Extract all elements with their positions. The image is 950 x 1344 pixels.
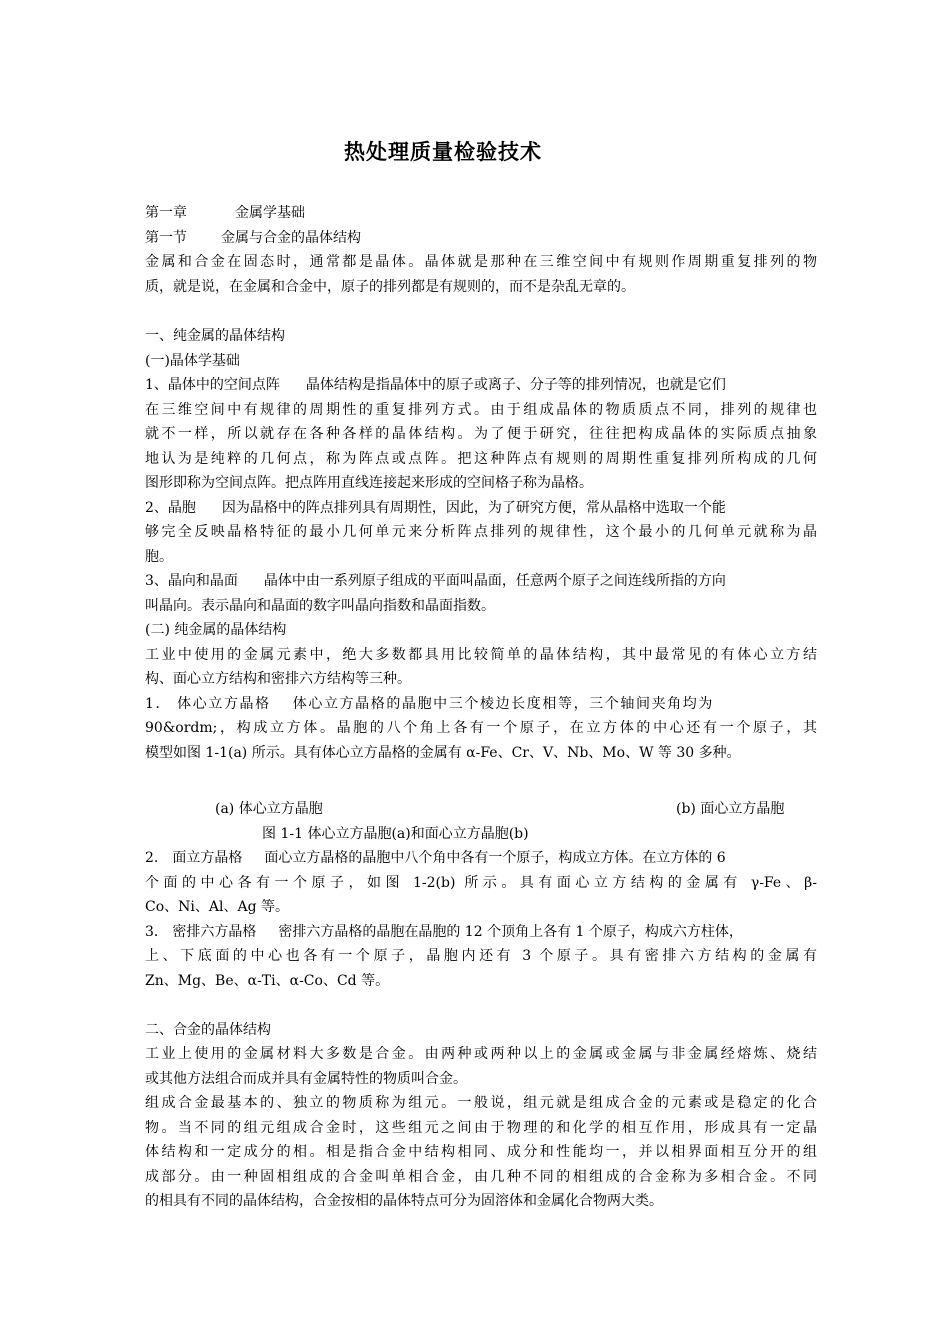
intro-line: 金属和合金在固态时，通常都是晶体。晶体就是那种在三维空间中有规则作周期重复排列的物 — [145, 254, 817, 270]
item2-line: 胞。 — [145, 549, 173, 565]
item2-line: 够完全反映晶格特征的最小几何单元来分析阵点排列的规律性，这个最小的几何单元就称为晶 — [145, 524, 817, 540]
sub1-heading: (一)晶体学基础 — [145, 353, 240, 369]
document-title: 热处理质量检验技术 — [344, 140, 542, 164]
sub2-heading: (二) 纯金属的晶体结构 — [145, 622, 287, 638]
hcp-line: 上、下底面的中心也各有一个原子，晶胞内还有 3 个原子。具有密排六方结构的金属有 — [145, 948, 817, 964]
bcc-text: 体心立方晶格的晶胞中三个棱边长度相等，三个轴间夹角均为 — [292, 696, 714, 712]
item2-text: 因为晶格中的阵点排列具有周期性，因此，为了研究方便，常从晶格中选取一个能 — [221, 500, 726, 516]
part2-p2-line: 的相具有不同的晶体结构，合金按相的晶体特点可分为固溶体和金属化合物两大类。 — [145, 1193, 663, 1209]
item3-line: 叫晶向。表示晶向和晶面的数字叫晶向指数和晶面指数。 — [145, 598, 495, 614]
intro-line: 质，就是说，在金属和合金中，原子的排列都是有规则的，而不是杂乱无章的。 — [145, 279, 635, 295]
item1-label: 1、晶体中的空间点阵 — [145, 377, 280, 393]
item1-line: 在三维空间中有规律的周期性的重复排列方式。由于组成晶体的物质质点不同，排列的规律也 — [145, 402, 817, 418]
item1-line: 地认为是纯粹的几何点，称为阵点或点阵。把这种阵点有规则的周期性重复排列所构成的几何 — [145, 451, 817, 467]
part2-p1-line: 或其他方法组合而成并具有金属特性的物质叫合金。 — [145, 1071, 467, 1087]
chapter-heading — [145, 201, 817, 226]
hcp-first-line — [145, 920, 817, 945]
hcp-label: 3． 密排六方晶格 — [145, 924, 257, 940]
sub2-intro-line: 工业中使用的金属元素中，绝大多数都具用比较简单的晶体结构，其中最常见的有体心立方结 — [145, 647, 817, 663]
section-label: 第一节 — [145, 230, 187, 246]
item3-text: 晶体中由一系列原子组成的平面叫晶面，任意两个原子之间连线所指的方向 — [263, 573, 726, 589]
fcc-text: 面心立方晶格的晶胞中八个角中各有一个原子，构成立方体。在立方体的 6 — [264, 850, 726, 866]
item1-first-line — [145, 373, 817, 398]
fcc-line: 个面的中心各有一个原子，如图 1-2(b) 所示。具有面心立方结构的金属有 γ-Fe、β- — [145, 875, 817, 891]
item2-label: 2、晶胞 — [145, 500, 196, 516]
item3-first-line — [145, 569, 817, 594]
part2-p2-line: 物。当不同的组元组成合金时，这些组元之间由于物理的和化学的相互作用，形成具有一定晶 — [145, 1120, 817, 1136]
section-heading — [145, 226, 817, 251]
part2-p2-line: 组成合金最基本的、独立的物质称为组元。一般说，组元就是组成合金的元素或是稳定的化合 — [145, 1095, 817, 1111]
section-name: 金属与合金的晶体结构 — [221, 230, 361, 246]
chapter-name: 金属学基础 — [235, 205, 305, 221]
part2-p1-line: 工业上使用的金属材料大多数是合金。由两种或两种以上的金属或金属与非金属经熔炼、烧结 — [145, 1046, 817, 1062]
sub2-intro-line: 构、面心立方结构和密排六方结构等三种。 — [145, 671, 411, 687]
bcc-label: 1． 体心立方晶格 — [145, 696, 271, 712]
part2-p2-line: 体结构和一定成分的相。相是指合金中结构相同、成分和性能均一，并以相界面相互分开的组 — [145, 1144, 817, 1160]
fcc-label: 2． 面立方晶格 — [145, 850, 243, 866]
item1-line: 图形即称为空间点阵。把点阵用直线连接起来形成的空间格子称为晶格。 — [145, 475, 593, 491]
bcc-first-line — [145, 692, 817, 717]
chapter-label: 第一章 — [145, 205, 187, 221]
figure-caption-b: (b) 面心立方晶胞 — [676, 801, 785, 817]
part1-heading: 一、纯金属的晶体结构 — [145, 328, 285, 344]
item1-line: 就不一样，所以就存在各种各样的晶体结构。为了便于研究，往往把构成晶体的实际质点抽象 — [145, 426, 817, 442]
bcc-line: 模型如图 1-1(a) 所示。具有体心立方晶格的金属有 α-Fe、Cr、V、Nb、Mo、W 等 30 多种。 — [145, 745, 741, 761]
hcp-line: Zn、Mg、Be、α-Ti、α-Co、Cd 等。 — [145, 973, 390, 989]
item1-text: 晶体结构是指晶体中的原子或离子、分子等的排列情况，也就是它们 — [305, 377, 726, 393]
fcc-line: Co、Ni、Al、Ag 等。 — [145, 899, 289, 915]
bcc-line: 90&ordm;，构成立方体。晶胞的八个角上各有一个原子，在立方体的中心还有一个原子，其 — [145, 720, 817, 736]
fcc-first-line — [145, 846, 817, 871]
part2-p2-line: 成部分。由一种固相组成的合金叫单相合金，由几种不同的相组成的合金称为多相合金。不同 — [145, 1169, 817, 1185]
hcp-text: 密排六方晶格的晶胞在晶胞的 12 个顶角上各有 1 个原子，构成六方柱体， — [278, 924, 743, 940]
part2-heading: 二、合金的晶体结构 — [145, 1022, 271, 1038]
figure-caption-a: (a) 体心立方晶胞 — [215, 801, 323, 817]
item2-first-line — [145, 496, 817, 521]
item3-label: 3、晶向和晶面 — [145, 573, 238, 589]
figure-caption: 图 1-1 体心立方晶胞(a)和面心立方晶胞(b) — [262, 826, 529, 842]
